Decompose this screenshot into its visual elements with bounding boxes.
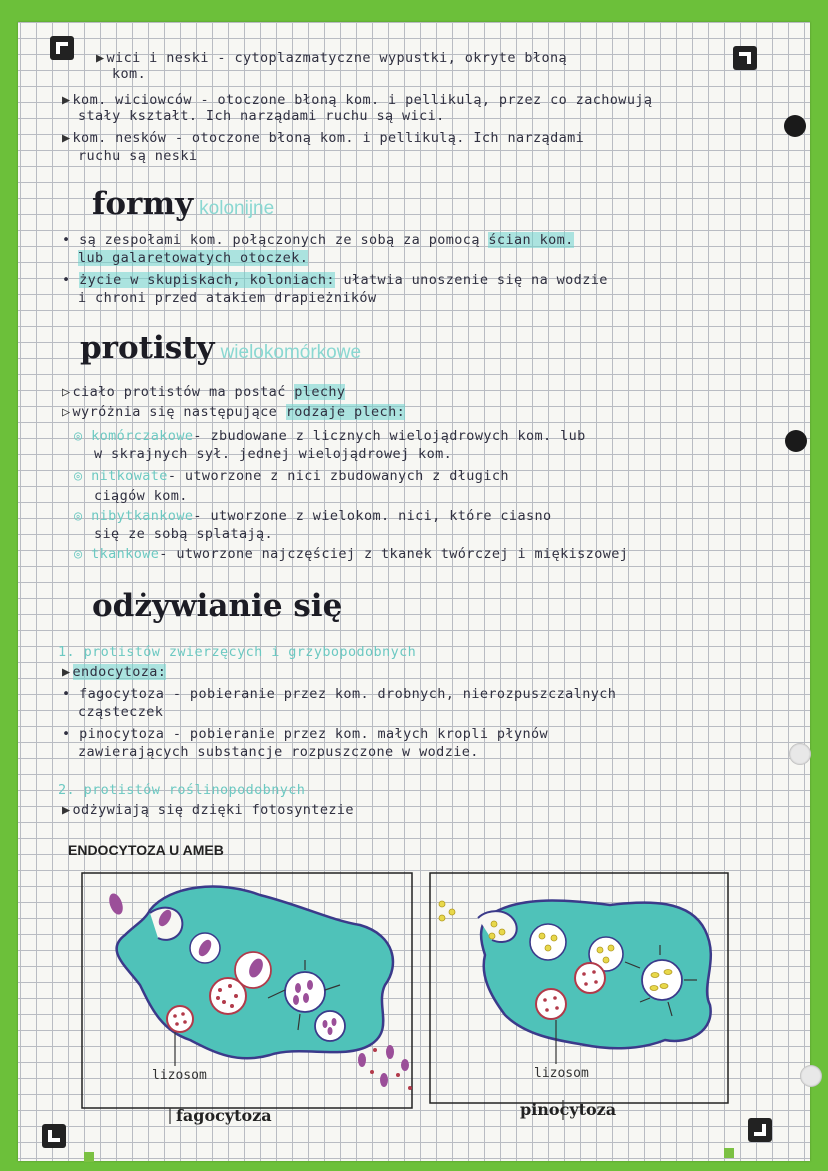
binder-hole <box>800 1065 822 1087</box>
binder-hole <box>784 115 806 137</box>
text-line: ▶ endocytoza: <box>62 664 167 680</box>
text-line: ◎ komórczakowe- zbudowane z licznych wielojądrowych kom. lub <box>74 428 586 444</box>
pinocytosis-title: pinocytoza <box>520 1100 617 1119</box>
text-line: zawierających substancje rozpuszczone w wodzie. <box>78 744 479 760</box>
scan-corner-marker-top-right <box>733 46 757 70</box>
text-line: ▶ odżywiają się dzięki fotosyntezie <box>62 802 354 818</box>
text-line: kom. <box>112 66 147 82</box>
scan-corner-marker-bottom-left <box>42 1124 66 1148</box>
section-heading: formy kolonijne <box>92 186 275 222</box>
text-line: lub galaretowatych otoczek. <box>78 250 309 266</box>
text-line: ▶ wici i neski - cytoplazmatyczne wypustki, okryte błoną <box>96 50 568 66</box>
text-line: ◎ tkankowe- utworzone najczęściej z tkanek twórczej i miękiszowej <box>74 546 629 562</box>
text-line: stały kształt. Ich narządami ruchu są wici. <box>78 108 445 124</box>
text-line: i chroni przed atakiem drapieżników <box>78 290 377 306</box>
text-line: się ze sobą splatają. <box>94 526 274 542</box>
text-line: cząsteczek <box>78 704 164 720</box>
text-line: ◎ nibytkankowe- utworzone z wielokom. nici, które ciasno <box>74 508 552 524</box>
text-line: ◎ nitkowate- utworzone z nici zbudowanych z długich <box>74 468 509 484</box>
text-line: ▶ kom. wiciowców - otoczone błoną kom. i pellikulą, przez co zachowują <box>62 92 653 108</box>
phagocytosis-title: fagocytoza <box>176 1106 272 1125</box>
scan-corner-marker-bottom-right <box>748 1118 772 1142</box>
text-line: ▷ ciało protistów ma postać plechy <box>62 384 346 400</box>
text-line: ruchu są neski <box>78 148 198 164</box>
text-line: • pinocytoza - pobieranie przez kom. małych kropli płynów <box>62 726 549 742</box>
section-heading: odżywianie się <box>92 588 343 624</box>
lysosome-label: lizosom <box>534 1066 589 1081</box>
text-line: • życie w skupiskach, koloniach: ułatwia unoszenie się na wodzie <box>62 272 608 288</box>
section-heading: protisty wielokomórkowe <box>80 330 362 366</box>
subsection-title: 2. protistów roślinopodobnych <box>58 782 306 798</box>
binder-hole <box>785 430 807 452</box>
text-line: ▷ wyróżnia się następujące rodzaje plech: <box>62 404 406 420</box>
green-square-decoration <box>84 1152 94 1162</box>
text-line: ▶ kom. nesków - otoczone błoną kom. i pellikulą. Ich narządami <box>62 130 585 146</box>
green-square-decoration <box>724 1148 734 1158</box>
text-line: w skrajnych sył. jednej wielojądrowej kom. <box>94 446 453 462</box>
text-line: • są zespołami kom. połączonych ze sobą za pomocą ścian kom. <box>62 232 574 248</box>
subsection-title: 1. protistów zwierzęcych i grzybopodobnych <box>58 644 417 660</box>
text-line: • fagocytoza - pobieranie przez kom. drobnych, nierozpuszczalnych <box>62 686 617 702</box>
scan-corner-marker-top-left <box>50 36 74 60</box>
binder-hole <box>789 743 811 765</box>
text-line: ciągów kom. <box>94 488 188 504</box>
figure-title: ENDOCYTOZA U AMEB <box>68 842 224 858</box>
lysosome-label: lizosom <box>152 1068 207 1083</box>
